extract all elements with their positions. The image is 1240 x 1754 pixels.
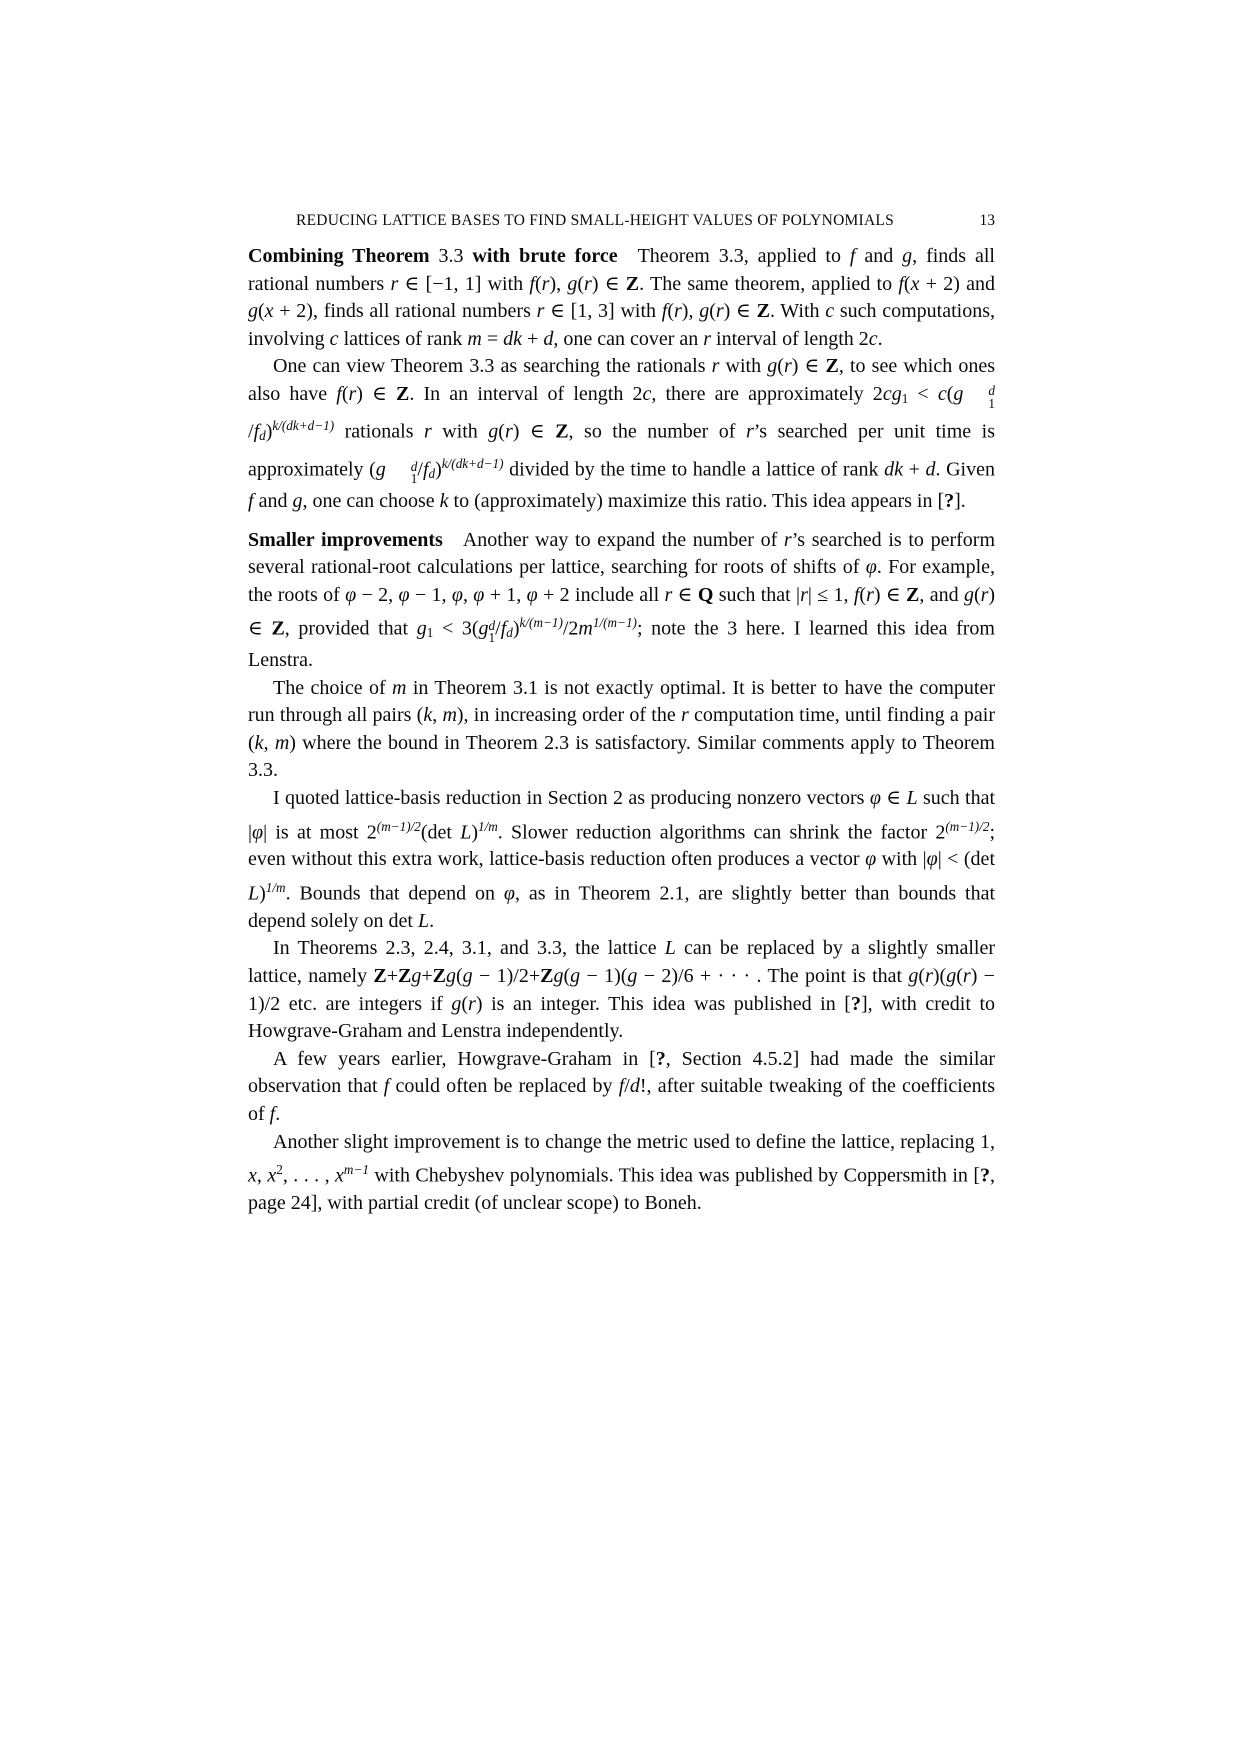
text-run: One can view Theorem 3.3 as searching the rationals (273, 355, 712, 378)
text-run: Z (825, 355, 839, 378)
text-run: ’s searched is to perform several rational-root calculations per lattice, searching for roots of shifts of (248, 528, 996, 579)
text-run: Z (271, 617, 285, 640)
text-run: + 1, (484, 583, 527, 606)
text-run: . Bounds that depend on (285, 882, 504, 905)
text-run: k/(m−1) (519, 615, 563, 631)
text-run: such computations, involving (248, 300, 996, 350)
text-run: ( (667, 300, 674, 323)
text-run: + (421, 965, 433, 988)
text-run: k/(dk+d−1) (441, 456, 504, 472)
text-run: g (462, 965, 473, 988)
text-run: L (460, 820, 472, 843)
text-run: f (849, 245, 856, 267)
para-smaller-improvements (248, 527, 995, 675)
text-run: + (522, 327, 544, 350)
text-run: and (855, 245, 903, 267)
text-run: r (504, 420, 513, 443)
text-run: r (390, 272, 399, 295)
text-run: , to see which ones also have (248, 355, 996, 405)
text-run: c (825, 300, 835, 323)
text-run: ∈ [−1, 1] with (398, 272, 530, 295)
text-run: such that | (713, 583, 801, 606)
text-run: + (386, 965, 399, 988)
para-lattice-basis-reduction (248, 785, 995, 935)
text-run: , one can cover an (553, 327, 704, 350)
text-run: , Section 4.5.2] had made the similar observation that (248, 1047, 995, 1098)
text-run: ( (903, 272, 911, 295)
text-run: with brute force (472, 245, 618, 267)
text-run: / (624, 1075, 630, 1098)
math-supsub: d 1 (988, 383, 996, 411)
text-run: A few years earlier, Howgrave-Graham in [ (273, 1047, 656, 1070)
text-run: f (336, 382, 342, 405)
text-run: φ (926, 848, 938, 871)
text-run: . (429, 909, 435, 932)
text-run: , (263, 731, 275, 754)
text-run: Combining Theorem (248, 245, 439, 267)
text-run: c (868, 327, 878, 350)
text-run: r (348, 382, 357, 405)
text-run: | is at most 2 (263, 820, 377, 843)
text-run: g (411, 965, 422, 988)
text-run: . For example, the roots of (248, 556, 995, 606)
text-run: + (902, 458, 926, 481)
text-run: f (853, 583, 860, 606)
text-run: g (375, 458, 386, 481)
text-run: ) (435, 458, 442, 481)
text-run: Z (398, 965, 412, 988)
text-run: 1/m (265, 880, 286, 896)
text-run: ), (549, 272, 568, 295)
text-run: , (256, 1164, 268, 1187)
text-run: g (446, 965, 456, 988)
text-run: r (800, 583, 808, 606)
document-body (248, 243, 995, 1218)
text-run: g (946, 965, 957, 988)
text-run: In Theorems 2.3, 2.4, 3.1, and 3.3, the lattice (273, 937, 665, 960)
text-run: Z (540, 965, 554, 988)
text-run: x (910, 272, 920, 295)
text-run: r (423, 420, 432, 443)
text-run: f (383, 1075, 390, 1098)
text-run: ( (918, 965, 926, 988)
text-run: in Theorem 3.1 is not exactly optimal. It is better to have the computer run through all pairs ( (248, 676, 995, 727)
text-run: to (approximately) maximize this ratio. This idea appears in [ (448, 489, 945, 512)
text-run: c (329, 327, 339, 350)
text-run: φ (252, 820, 264, 843)
text-run: 3.3 (438, 245, 473, 267)
text-run: − 1, (409, 583, 452, 606)
text-run: m−1 (343, 1162, 369, 1178)
text-run: ; even without this extra work, lattice-basis reduction often produces a vector (248, 820, 996, 871)
text-run: , finds all rational numbers (248, 245, 995, 295)
text-run: can be replaced by a slightly smaller lattice, namely (248, 937, 996, 988)
text-run: g (963, 583, 974, 606)
text-run: / (495, 617, 501, 640)
text-run: d (259, 428, 266, 444)
text-run: ? (980, 1164, 991, 1187)
text-run: , so the number of (568, 420, 746, 443)
text-run: f (529, 272, 535, 295)
text-run: (m−1)/2 (945, 818, 990, 834)
text-run: r (980, 583, 989, 606)
text-run: Another way to expand the number of (442, 528, 784, 551)
text-run: !, after suitable tweaking of the coefficients of (248, 1075, 995, 1126)
text-run: . In an interval of length 2 (409, 382, 643, 405)
text-run: d (629, 1075, 640, 1098)
text-run: r (715, 300, 724, 323)
text-run: (m−1)/2 (376, 818, 421, 834)
text-run: φ (503, 882, 515, 905)
text-run: I quoted lattice-basis reduction in Section 2 as producing nonzero vectors (273, 787, 870, 809)
math-supsub: d 1 (488, 617, 496, 646)
text-run: , one can choose (302, 489, 440, 512)
text-run: ∈ (880, 787, 907, 809)
text-run: ( (973, 583, 981, 606)
text-run: Smaller improvements (248, 528, 443, 551)
text-run: ( (956, 965, 963, 988)
text-run: / (417, 458, 423, 481)
text-run: )( (932, 965, 947, 988)
text-run: − 2, (356, 583, 399, 606)
text-run: . With (769, 300, 826, 323)
text-run: . The same theorem, applied to (639, 272, 899, 295)
text-run: ) (259, 882, 266, 905)
text-run: + 2) and (919, 272, 996, 295)
text-run: m (578, 617, 593, 640)
text-run: ; note the 3 here. I learned this idea from Lenstra. (248, 617, 995, 672)
text-run: r (703, 327, 712, 350)
text-run: − 1)( (580, 965, 628, 988)
text-run: φ (398, 583, 410, 606)
text-run: g (451, 992, 462, 1015)
text-run: < (908, 382, 938, 405)
para-combining-theorem (248, 243, 995, 353)
para-howgrave-graham (248, 1046, 995, 1129)
text-run: ( (498, 420, 505, 443)
text-run: ) ∈ (356, 382, 397, 405)
text-run: d (428, 466, 436, 482)
text-run: dk (503, 327, 523, 350)
text-run: ) ∈ (512, 420, 556, 443)
text-run: m (442, 704, 457, 727)
text-run: ) (512, 617, 520, 640)
text-run: ) ∈ (791, 355, 826, 378)
text-run: c (937, 382, 947, 405)
text-run: cg (882, 382, 902, 405)
text-run: 1/(m−1) (592, 615, 637, 631)
text-run: f (898, 272, 904, 295)
text-run: L (248, 882, 260, 905)
text-run: f (253, 420, 260, 443)
text-run: g (567, 272, 578, 295)
text-run: , (462, 583, 474, 606)
text-run: / (248, 420, 254, 443)
text-run: ), (681, 300, 700, 323)
text-run: , . . . , (282, 1164, 336, 1187)
text-run: φ (473, 583, 485, 606)
text-run: r (783, 355, 792, 378)
text-run: . (275, 1103, 281, 1126)
text-run: lattices of rank (338, 327, 468, 350)
text-run: x (335, 1164, 344, 1187)
text-run: g (908, 965, 919, 988)
text-run: ), in increasing order of the (456, 704, 681, 727)
text-run: . Given (935, 458, 995, 481)
text-run: 1/m (478, 818, 498, 834)
text-run: r (673, 300, 682, 323)
text-run: g (699, 300, 710, 323)
text-run: + 2), finds all rational numbers (273, 300, 537, 323)
text-run: r (536, 300, 545, 323)
text-run: (det (420, 820, 461, 843)
text-run: ) − 1)/2 etc. are integers if (248, 965, 995, 1015)
para-choice-of-m (248, 675, 995, 785)
text-run: with (431, 420, 489, 443)
text-run: Z (756, 300, 770, 323)
text-run: ( (534, 272, 542, 295)
text-run: f (422, 458, 429, 481)
running-head (248, 211, 995, 230)
text-run: such that | (248, 787, 996, 843)
text-run: ( (577, 272, 585, 295)
text-run: k/(dk+d−1) (272, 418, 335, 434)
text-run: . (877, 327, 883, 350)
text-run: k (423, 704, 433, 727)
text-run: r (711, 355, 720, 378)
text-run: ) is an integer. This idea was published in [ (475, 992, 851, 1015)
text-run: x (264, 300, 274, 323)
text-run: Z (432, 965, 446, 988)
text-run: , (432, 704, 443, 727)
text-run: r (541, 272, 550, 295)
text-run: < 3( (433, 617, 479, 640)
text-run: ) ∈ (591, 272, 626, 295)
text-run: 1 (901, 390, 909, 406)
text-run: g (416, 617, 427, 640)
para-chebyshev (248, 1129, 995, 1218)
text-run: r (468, 992, 476, 1015)
text-run: = (481, 327, 504, 350)
page-number: 13 (979, 212, 995, 229)
text-run: , there are approximately 2 (651, 382, 883, 405)
text-run: dk (884, 458, 903, 481)
text-run: d (925, 458, 936, 481)
text-run: ( (709, 300, 716, 323)
para-smaller-lattice (248, 935, 995, 1045)
text-run: g (292, 489, 303, 512)
text-run: f (269, 1103, 276, 1126)
text-run: ( (859, 583, 867, 606)
text-run: with Chebyshev polynomials. This idea was published by Coppersmith in [ (368, 1164, 981, 1187)
text-run: with (719, 355, 768, 378)
text-run: /2 (562, 617, 579, 640)
text-run: ) ∈ (248, 583, 996, 640)
text-run: r (745, 420, 754, 443)
text-run: g (627, 965, 638, 988)
text-run: r (584, 272, 592, 295)
text-run: φ (865, 848, 877, 871)
text-run: g (767, 355, 778, 378)
text-run: − 1)/2+ (472, 965, 541, 988)
text-run: ? (944, 489, 955, 512)
text-run: f (500, 617, 507, 640)
text-run: ∈ (672, 583, 698, 606)
text-run: and (253, 489, 293, 512)
text-run: . Slower reduction algorithms can shrink the factor 2 (497, 820, 946, 843)
text-run: ) where the bound in Theorem 2.3 is satisfactory. Similar comments apply to Theorem 3.3. (248, 731, 995, 782)
text-run: φ (869, 787, 881, 809)
text-run: k (439, 489, 449, 512)
text-run: Z (373, 965, 387, 988)
text-run: Q (697, 583, 714, 606)
text-run: Another slight improvement is to change the metric used to define the lattice, replacing 1, (273, 1130, 995, 1153)
text-run: Z (555, 420, 569, 443)
text-run: ? (655, 1047, 666, 1070)
text-run: g (248, 300, 258, 323)
text-run: r (680, 704, 689, 727)
text-run: − 2)/6 + · · · . The point is that (637, 965, 909, 988)
text-run: Z (396, 382, 410, 405)
text-run: g (553, 965, 564, 988)
text-run: interval of length 2 (711, 327, 869, 350)
para-one-can-view (248, 353, 995, 515)
text-run: r (925, 965, 933, 988)
text-run: L (664, 937, 676, 960)
text-run: Z (625, 272, 640, 295)
text-run: r (664, 583, 673, 606)
text-run: ) (471, 820, 479, 843)
text-run: φ (451, 583, 463, 606)
text-run: g (953, 382, 964, 405)
text-run: Theorem 3.3, applied to (617, 245, 850, 267)
text-run: d (543, 327, 554, 350)
text-run: ], with credit to Howgrave-Graham and Lenstra independently. (248, 992, 996, 1043)
text-block (248, 211, 995, 1218)
text-run: g (570, 965, 581, 988)
text-run: m (392, 676, 407, 699)
text-run: ( (456, 965, 463, 988)
text-run: ’s searched per unit time is approximately ( (248, 420, 995, 481)
text-run: d (506, 625, 513, 641)
text-run: , provided that (284, 617, 417, 640)
text-run: ) ∈ (723, 300, 757, 323)
text-run: x (267, 1164, 277, 1187)
text-run: | ≤ 1, (807, 583, 854, 606)
text-run: r (866, 583, 874, 606)
text-run: rationals (334, 420, 424, 443)
text-run: ? (850, 992, 861, 1015)
text-run: φ (345, 583, 357, 606)
text-run: x (248, 1164, 257, 1187)
text-run: with | (876, 848, 927, 871)
text-run: ( (341, 382, 349, 405)
text-run: | < (det (937, 848, 995, 871)
text-run: 2 (276, 1162, 283, 1178)
text-run: L (417, 909, 430, 932)
text-run: ) ∈ (873, 583, 907, 606)
text-run: ( (563, 965, 571, 988)
text-run: ( (461, 992, 469, 1015)
text-run: f (248, 489, 254, 512)
text-run: could often be replaced by (389, 1075, 619, 1098)
text-run: ( (946, 382, 954, 405)
text-run: , and (919, 583, 964, 606)
text-run: r (783, 528, 792, 551)
text-run: φ (865, 556, 877, 579)
text-run: ( (258, 300, 265, 323)
text-run: , page 24], with partial credit (of unclear scope) to Boneh. (248, 1164, 996, 1215)
math-supsub: d 1 (410, 458, 418, 487)
text-run: computation time, until finding a pair ( (248, 704, 996, 754)
text-run: m (274, 731, 290, 754)
text-run: divided by the time to handle a lattice of rank (503, 458, 885, 481)
text-run: 1 (426, 625, 434, 641)
text-run: ]. (954, 489, 966, 512)
text-run: The choice of (273, 676, 393, 699)
running-head-title: REDUCING LATTICE BASES TO FIND SMALL-HEIGHT VALUES OF POLYNOMIALS (296, 212, 894, 229)
text-run: ) (265, 420, 273, 443)
text-run: ( (777, 355, 784, 378)
text-run: g (902, 245, 913, 267)
text-run: ∈ [1, 3] with (544, 300, 662, 323)
text-run: , as in Theorem 2.1, are slightly better than bounds that depend solely on det (248, 882, 995, 932)
text-run: k (254, 731, 264, 754)
text-run: φ (526, 583, 538, 606)
text-run: L (906, 787, 918, 809)
text-run: g (488, 420, 499, 443)
text-run: Z (906, 583, 920, 606)
text-run: f (618, 1075, 625, 1098)
text-run: g (478, 617, 489, 640)
text-run: + 2 include all (537, 583, 665, 606)
text-run: c (642, 382, 652, 405)
text-run: r (962, 965, 971, 988)
text-run: m (467, 327, 482, 350)
text-run: f (661, 300, 668, 323)
